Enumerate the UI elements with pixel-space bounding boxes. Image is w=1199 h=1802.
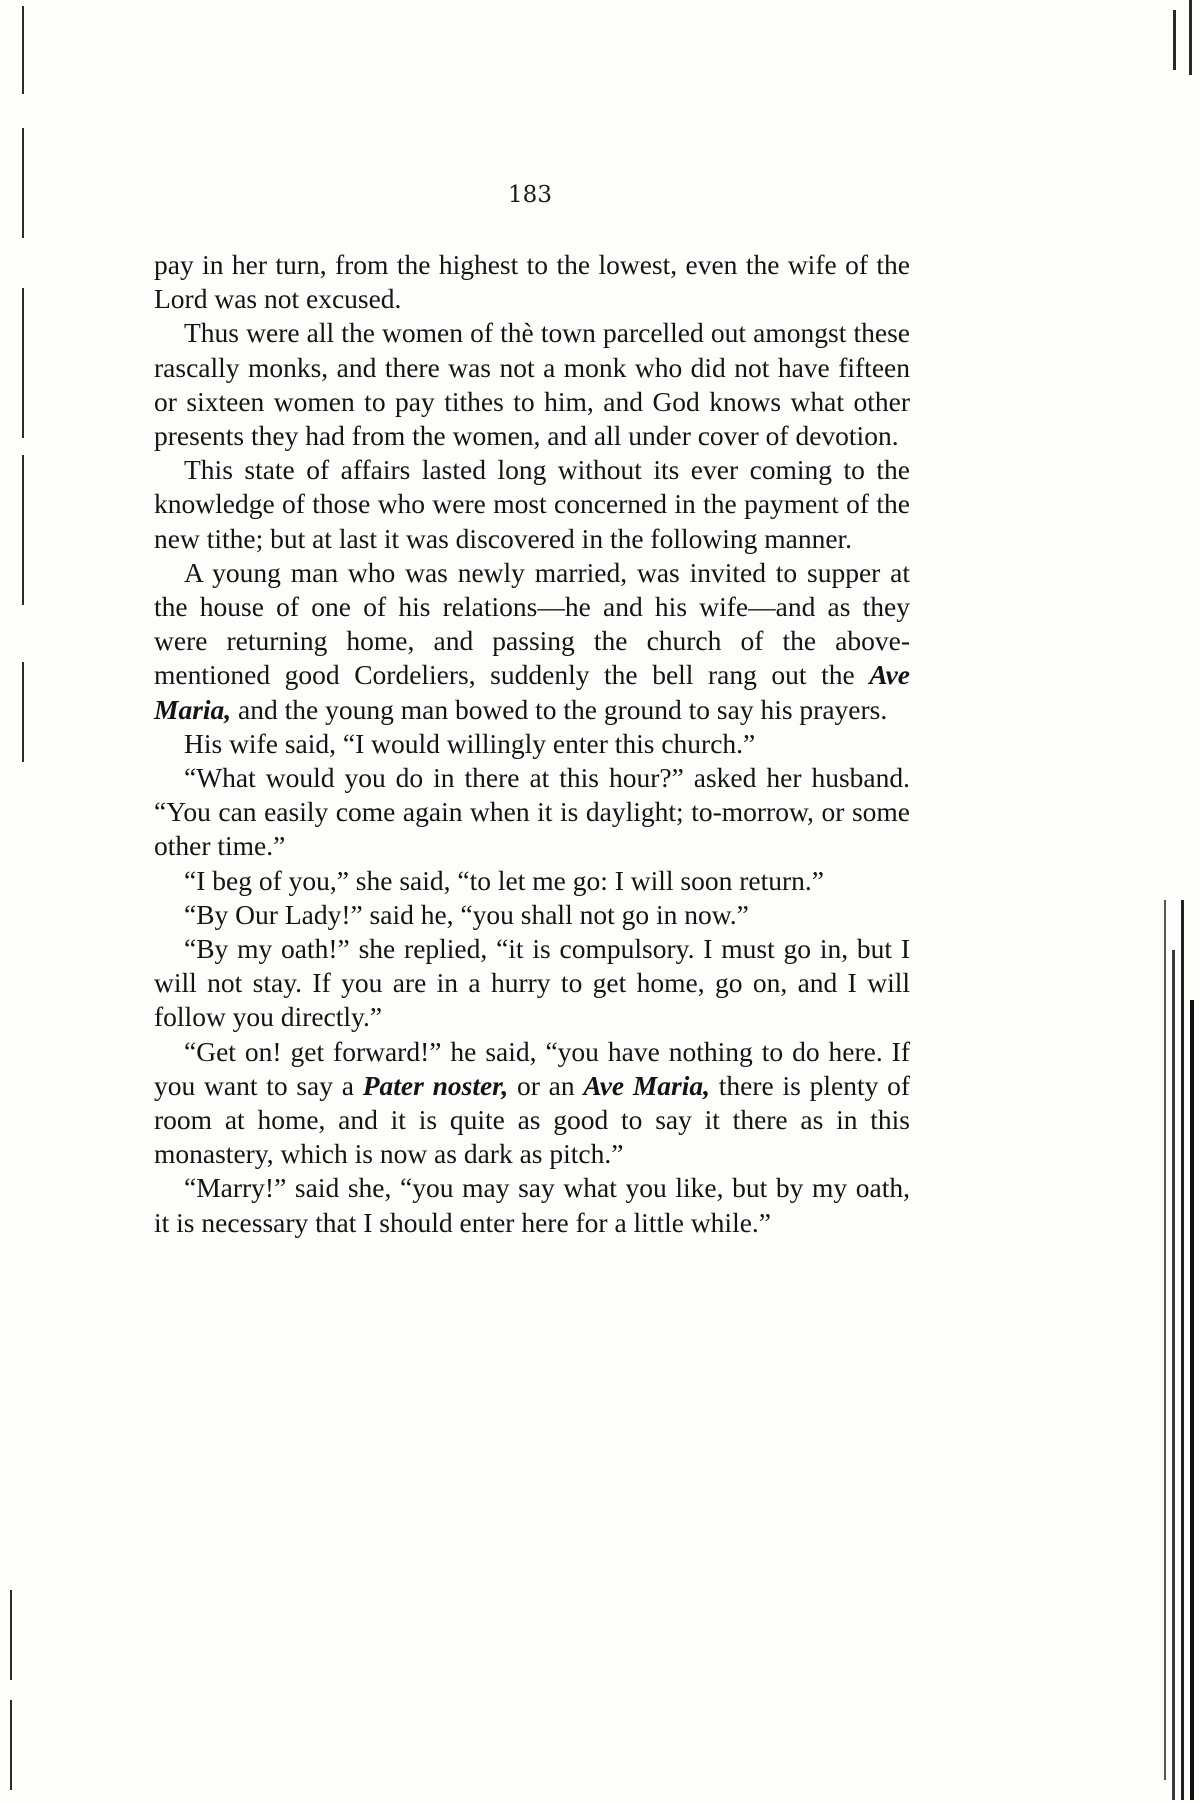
paragraph [154,864,910,898]
paragraph [154,556,910,727]
text-run: pay in her turn, from the highest to the lowest, even the wife of the Lord was not excused. [154,249,910,315]
text-run: there is plenty of room at home, and it is quite as good to say it there as in this monastery, which is now as dark as pitch.” [154,1069,910,1170]
scan-edge-left-3 [22,288,24,438]
scan-edge-right-1 [1164,900,1166,1780]
italic-phrase: Ave Maria, [583,1069,711,1101]
scan-edge-left-4 [22,455,24,605]
scan-edge-right-4 [1190,1000,1194,1800]
scan-edge-right-top [1173,10,1176,70]
page-number: 183 [508,182,552,208]
text-run: His wife said, “I would willingly enter this church.” [184,727,756,759]
italic-phrase: Ave Maria, [154,659,910,725]
paragraph [154,1035,910,1172]
text-run: and the young man bowed to the ground to say his prayers. [231,693,888,725]
body-text [154,248,910,1240]
scan-edge-right-2 [1172,950,1175,1800]
paragraph [154,932,910,1035]
scan-edge-left-7 [10,1700,12,1790]
text-run: “I beg of you,” she said, “to let me go: I will soon return.” [184,864,824,896]
text-run: “What would you do in there at this hour?” asked her husband. “You can easily come again when it is daylight; to-morrow, or some other time.” [154,762,910,862]
text-run: “Get on! get forward!” he said, “you have nothing to do here. If you want to say a [154,1035,910,1101]
paragraph [154,761,910,864]
paragraph [154,898,910,932]
paragraph [154,453,910,556]
text-run: Thus were all the women of thè town parcelled out amongst these rascally monks, and there was not a monk who did not have fifteen or sixteen women to pay tithes to him, and God knows what other presents they had from the women, and all under cover of devotion. [154,317,910,452]
paragraph [154,1171,910,1239]
scan-edge-left-1 [22,6,24,94]
paragraph [154,248,910,316]
text-run: “By my oath!” she replied, “it is compulsory. I must go in, but I will not stay. If you are in a hurry to get home, go on, and I will follow you directly.” [154,933,910,1033]
scan-edge-left-5 [22,662,24,762]
paragraph [154,727,910,761]
scan-edge-left-6 [10,1590,12,1680]
italic-phrase: Pater noster, [362,1069,509,1101]
scan-edge-right-3 [1181,900,1184,1800]
text-run: A young man who was newly married, was invited to supper at the house of one of his relations—he and his wife—and as they were returning home, and passing the church of the above-mentioned good Cordeliers, suddenly the bell rang out the [154,556,910,691]
text-run: “By Our Lady!” said he, “you shall not go in now.” [184,898,749,930]
paragraph [154,316,910,453]
text-run: “Marry!” said she, “you may say what you like, but by my oath, it is necessary that I should enter here for a little while.” [154,1172,910,1238]
text-run: This state of affairs lasted long without its ever coming to the knowledge of those who were most concerned in the payment of the new tithe; but at last it was discovered in the following manner. [154,454,910,554]
text-run: or an [508,1069,584,1101]
scan-edge-right-top-2 [1189,0,1192,75]
